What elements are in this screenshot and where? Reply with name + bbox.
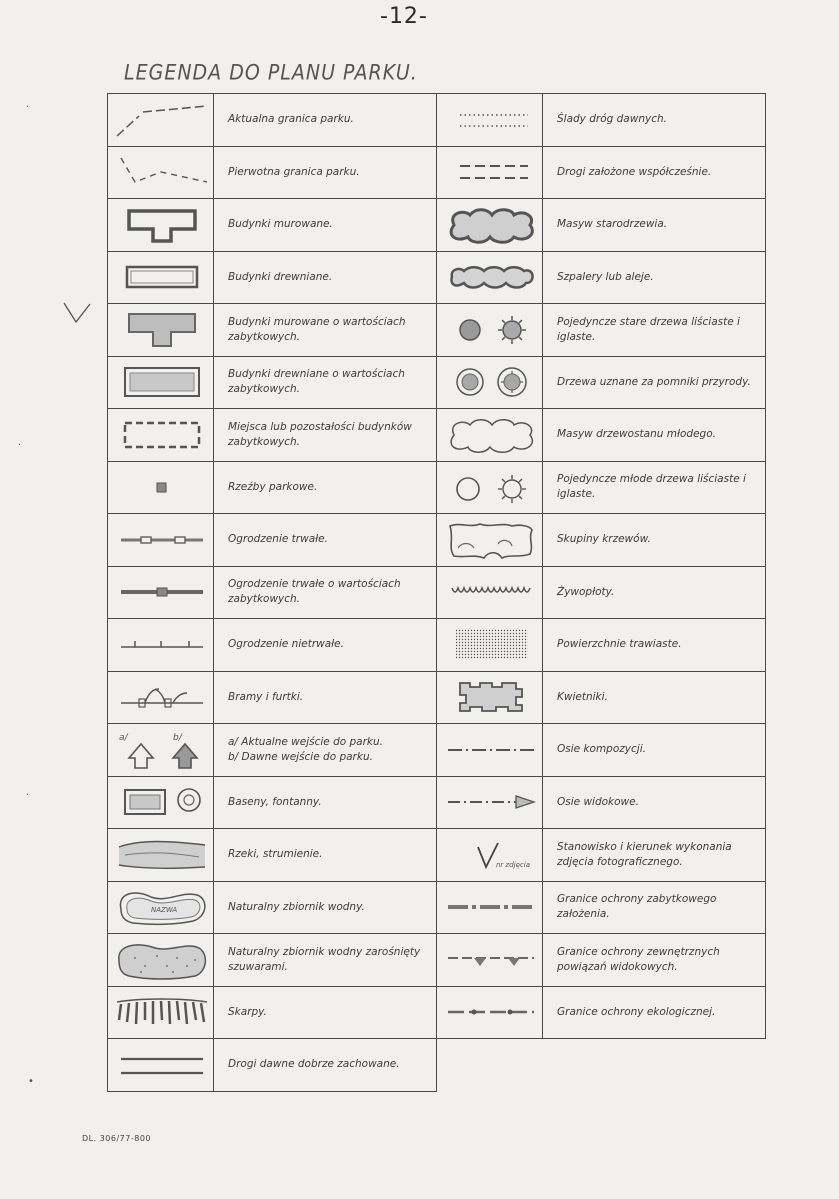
modern-roads-icon bbox=[440, 150, 540, 194]
natural-monuments-icon bbox=[440, 360, 540, 404]
legend-row bbox=[108, 251, 766, 304]
landscape-protection-icon bbox=[440, 938, 540, 982]
legend-table bbox=[107, 93, 766, 1092]
legend-label: Drogi dawne dobrze zachowane. bbox=[214, 1039, 437, 1092]
legend-label: Pojedyncze młode drzewa liściaste i iglaste. bbox=[543, 461, 766, 514]
legend-label: Ślady dróg dawnych. bbox=[543, 94, 766, 147]
legend-symbol bbox=[437, 934, 543, 987]
original-border-icon bbox=[111, 150, 211, 194]
legend-label: Skarpy. bbox=[214, 986, 437, 1039]
legend-row bbox=[108, 1039, 766, 1092]
legend-row bbox=[108, 881, 766, 934]
composition-axes-icon bbox=[440, 728, 540, 772]
old-trees-mass-icon bbox=[440, 203, 540, 247]
legend-row bbox=[108, 986, 766, 1039]
legend-symbol bbox=[108, 199, 214, 252]
legend-row bbox=[108, 514, 766, 567]
legend-row bbox=[108, 829, 766, 882]
legend-symbol bbox=[108, 356, 214, 409]
historic-fence-icon bbox=[111, 570, 211, 614]
young-trees-mass-icon bbox=[440, 413, 540, 457]
legend-symbol bbox=[108, 304, 214, 357]
legend-row bbox=[108, 94, 766, 147]
natural-lake-icon bbox=[111, 885, 211, 929]
legend-label: Bramy i furtki. bbox=[214, 671, 437, 724]
legend-symbol bbox=[437, 461, 543, 514]
legend-label: Osie widokowe. bbox=[543, 776, 766, 829]
legend-symbol bbox=[437, 724, 543, 777]
legend-label: Powierzchnie trawiaste. bbox=[543, 619, 766, 672]
legend-symbol bbox=[437, 199, 543, 252]
legend-symbol bbox=[108, 251, 214, 304]
legend-row bbox=[108, 671, 766, 724]
legend-symbol bbox=[108, 566, 214, 619]
single-old-trees-icon bbox=[440, 308, 540, 352]
margin-dot-icon: · bbox=[26, 790, 30, 801]
check-mark-icon bbox=[62, 300, 94, 326]
legend-label: Ogrodzenie trwałe. bbox=[214, 514, 437, 567]
legend-symbol bbox=[437, 409, 543, 462]
flowerbeds-icon bbox=[440, 675, 540, 719]
legend-symbol bbox=[108, 461, 214, 514]
legend-symbol bbox=[108, 724, 214, 777]
legend-row bbox=[108, 146, 766, 199]
page-number: -12- bbox=[380, 4, 428, 29]
legend-symbol bbox=[437, 986, 543, 1039]
legend-row bbox=[108, 724, 766, 777]
margin-dot-icon: • bbox=[28, 1076, 34, 1087]
legend-symbol bbox=[437, 356, 543, 409]
wooden-building-icon bbox=[111, 255, 211, 299]
old-road-traces-icon bbox=[440, 98, 540, 142]
legend-label: Budynki murowane o wartościach zabytkowych. bbox=[214, 304, 437, 357]
legend-symbol bbox=[108, 409, 214, 462]
entrance-mark-b: b/ bbox=[172, 732, 182, 743]
legend-symbol bbox=[108, 986, 214, 1039]
legend-label: Baseny, fontanny. bbox=[214, 776, 437, 829]
legend-symbol bbox=[108, 671, 214, 724]
legend-label: Pierwotna granica parku. bbox=[214, 146, 437, 199]
legend-row bbox=[108, 934, 766, 987]
legend-row bbox=[108, 356, 766, 409]
river-icon bbox=[111, 833, 211, 877]
legend-symbol bbox=[437, 671, 543, 724]
photo-position-icon bbox=[440, 833, 540, 877]
lake-name-mark: NAZWA bbox=[150, 906, 177, 915]
legend-symbol bbox=[108, 1039, 214, 1092]
view-axes-icon bbox=[440, 780, 540, 824]
legend-label: Drogi założone współcześnie. bbox=[543, 146, 766, 199]
photo-marker-label: nr zdjęcia bbox=[495, 860, 530, 869]
legend-label: Rzeźby parkowe. bbox=[214, 461, 437, 514]
legend-symbol bbox=[437, 881, 543, 934]
legend-label: Kwietniki. bbox=[543, 671, 766, 724]
legend-label: Ogrodzenie trwałe o wartościach zabytkowych. bbox=[214, 566, 437, 619]
grass-icon bbox=[440, 623, 540, 667]
legend-label: Naturalny zbiornik wodny. bbox=[214, 881, 437, 934]
hedges-icon bbox=[440, 570, 540, 614]
masonry-building-icon bbox=[111, 203, 211, 247]
legend-symbol bbox=[108, 776, 214, 829]
entrance-mark-a: a/ bbox=[118, 732, 128, 743]
pool-fountain-icon bbox=[111, 780, 211, 824]
empty-cell bbox=[437, 1039, 766, 1092]
legend-symbol bbox=[108, 94, 214, 147]
historic-protection-icon bbox=[440, 885, 540, 929]
legend-label: Drzewa uznane za pomniki przyrody. bbox=[543, 356, 766, 409]
margin-dot-icon: · bbox=[26, 102, 30, 113]
legend-label: Rzeki, strumienie. bbox=[214, 829, 437, 882]
legend-row bbox=[108, 199, 766, 252]
legend-symbol bbox=[437, 251, 543, 304]
legend-symbol bbox=[437, 514, 543, 567]
legend-symbol bbox=[437, 566, 543, 619]
single-young-trees-icon bbox=[440, 465, 540, 509]
legend-label: Budynki drewniane. bbox=[214, 251, 437, 304]
legend-label: Budynki drewniane o wartościach zabytkowych. bbox=[214, 356, 437, 409]
legend-label: Miejsca lub pozostałości budynków zabytkowych. bbox=[214, 409, 437, 462]
permanent-fence-icon bbox=[111, 518, 211, 562]
legend-row bbox=[108, 566, 766, 619]
legend-symbol bbox=[108, 146, 214, 199]
legend-symbol bbox=[108, 934, 214, 987]
legend-symbol bbox=[437, 146, 543, 199]
legend-row bbox=[108, 409, 766, 462]
legend-row bbox=[108, 304, 766, 357]
historic-wooden-building-icon bbox=[111, 360, 211, 404]
legend-label: Budynki murowane. bbox=[214, 199, 437, 252]
legend-symbol bbox=[437, 829, 543, 882]
legend-symbol bbox=[437, 304, 543, 357]
legend-label: Osie kompozycji. bbox=[543, 724, 766, 777]
historic-masonry-building-icon bbox=[111, 308, 211, 352]
overgrown-lake-icon bbox=[111, 938, 211, 982]
legend-label: Granice ochrony ekologicznej. bbox=[543, 986, 766, 1039]
gates-icon bbox=[111, 675, 211, 719]
legend-row bbox=[108, 461, 766, 514]
legend-symbol bbox=[108, 881, 214, 934]
escarpments-icon bbox=[111, 990, 211, 1034]
legend-label: Żywopłoty. bbox=[543, 566, 766, 619]
building-remains-icon bbox=[111, 413, 211, 457]
current-border-icon bbox=[111, 98, 211, 142]
legend-label: a/ Aktualne wejście do parku. b/ Dawne wejście do parku. bbox=[214, 724, 437, 777]
legend-label: Masyw starodrzewia. bbox=[543, 199, 766, 252]
legend-label: Masyw drzewostanu młodego. bbox=[543, 409, 766, 462]
old-roads-icon bbox=[111, 1043, 211, 1087]
legend-symbol bbox=[437, 619, 543, 672]
legend-symbol bbox=[108, 829, 214, 882]
ecological-protection-icon bbox=[440, 990, 540, 1034]
legend-label: Pojedyncze stare drzewa liściaste i iglaste. bbox=[543, 304, 766, 357]
legend-label: Skupiny krzewów. bbox=[543, 514, 766, 567]
legend-label: Granice ochrony zabytkowego założenia. bbox=[543, 881, 766, 934]
legend-label: Naturalny zbiornik wodny zarośnięty szuwarami. bbox=[214, 934, 437, 987]
entrance-arrows-icon bbox=[111, 728, 211, 772]
shrubs-icon bbox=[440, 518, 540, 562]
legend-label: Aktualna granica parku. bbox=[214, 94, 437, 147]
legend-label: Ogrodzenie nietrwałe. bbox=[214, 619, 437, 672]
sculpture-icon bbox=[111, 465, 211, 509]
legend-label: Stanowisko i kierunek wykonania zdjęcia fotograficznego. bbox=[543, 829, 766, 882]
legend-label: Granice ochrony zewnętrznych powiązań widokowych. bbox=[543, 934, 766, 987]
legend-symbol bbox=[108, 619, 214, 672]
legend-symbol bbox=[437, 776, 543, 829]
footer-code: DL. 306/77-800 bbox=[82, 1134, 152, 1143]
legend-symbol bbox=[108, 514, 214, 567]
legend-row bbox=[108, 619, 766, 672]
temporary-fence-icon bbox=[111, 623, 211, 667]
margin-dot-icon: · bbox=[18, 440, 22, 451]
tree-rows-icon bbox=[440, 255, 540, 299]
page-title: LEGENDA DO PLANU PARKU. bbox=[124, 60, 418, 86]
legend-symbol bbox=[437, 94, 543, 147]
legend-label: Szpalery lub aleje. bbox=[543, 251, 766, 304]
legend-row bbox=[108, 776, 766, 829]
